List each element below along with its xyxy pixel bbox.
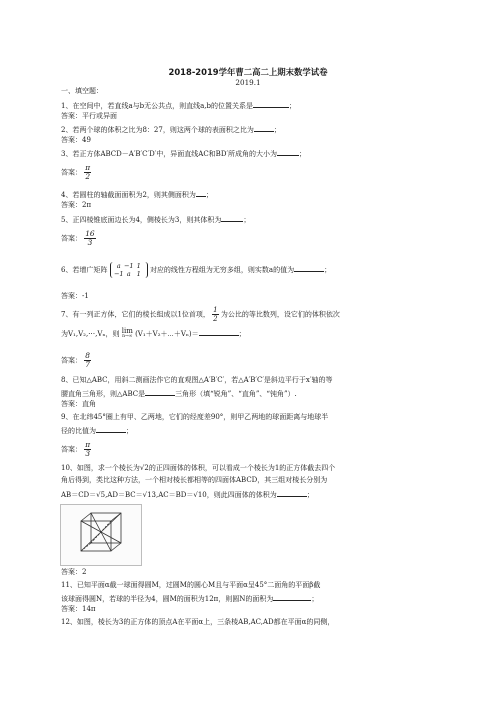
question-4: 4、若圆柱的轴截面面积为2，则其侧面积为 ； bbox=[61, 191, 213, 199]
answer-7: 答案： $\frac{8}{7}$ bbox=[61, 351, 90, 369]
cube-diagram bbox=[61, 505, 141, 565]
question-10-formula: AB＝CD＝√5,AD＝BC＝√13,AC＝BD＝√10，则此四面体的体积为 ； bbox=[61, 491, 314, 499]
answer-3: 答案： $\frac{\pi}{2}$ bbox=[61, 163, 91, 181]
answer-blank bbox=[277, 489, 307, 497]
answer-blank bbox=[145, 388, 175, 396]
answer-11: 答案：14π bbox=[61, 605, 96, 613]
answer-blank bbox=[196, 189, 206, 197]
question-6: 6、若增广矩阵 a −1 1 −1 a 1 对应的线性方程组为无穷多组，则实数a的值为 ； bbox=[61, 262, 332, 278]
question-9-cont: 径的比值为 ； bbox=[61, 427, 133, 435]
answer-blank bbox=[254, 124, 274, 132]
question-11: 11、已知平面α截一球面得圆M，过圆M的圆心M且与平面α呈45°二面角的平面β截 bbox=[61, 581, 321, 589]
question-7-cont: 为V₁,V₂,⋯,Vₙ，则 lim n→∞ (V₁＋V₂＋⋯＋Vₙ)＝ ； bbox=[61, 327, 246, 339]
question-2: 2、若两个球的体积之比为8：27，则这两个球的表面积之比为 ； bbox=[61, 126, 281, 134]
question-10-cont: 角后得到，类比这种方法，一个相对棱长都相等的四面体ABCD，其三组对棱长分别为 bbox=[61, 476, 328, 484]
answer-9: 答案： $\frac{\pi}{3}$ bbox=[61, 440, 91, 458]
fraction-pi-over-3: $\frac{\pi}{3}$ bbox=[85, 440, 91, 458]
question-1: 1、在空间中，若直线a与b无公共点，则直线a,b的位置关系是 ； bbox=[61, 102, 296, 110]
answer-2: 答案：49 bbox=[61, 136, 91, 144]
question-10: 10、如图，求一个棱长为√2的正四面体的体积，可以看成一个棱长为1的正方体截去四个 bbox=[61, 464, 336, 472]
answer-10: 答案：2 bbox=[61, 568, 87, 576]
fraction-1-over-2: $\frac{1}{2}$ bbox=[213, 306, 218, 323]
question-11-cont: 该球面得圆N，若球的半径为4，圆M的面积为12π，则圆N的面积为 ； bbox=[61, 595, 319, 603]
exam-date: 2019.1 bbox=[235, 78, 261, 87]
answer-blank bbox=[294, 264, 324, 272]
answer-1: 答案：平行或异面 bbox=[61, 112, 117, 120]
fraction-pi-over-2: $\frac{\pi}{2}$ bbox=[85, 163, 91, 181]
question-5: 5、正四棱锥底面边长为4，侧棱长为3，则其体积为 ； bbox=[61, 216, 251, 224]
question-8: 8、已知△ABC，用斜二测画法作它的直观图△A′B′C′，若△A′B′C′是斜边平行于x′轴的等 bbox=[61, 376, 333, 384]
limit-symbol: lim n→∞ bbox=[121, 327, 133, 339]
question-9: 9、在北纬45°圈上有甲、乙两地，它们的经度差90°，则甲乙两地的球面距离与地球半 bbox=[61, 413, 329, 421]
answer-blank bbox=[277, 148, 299, 156]
page-title: 2018-2019学年曹二高二上期末数学试卷 bbox=[168, 67, 328, 77]
answer-6: 答案：-1 bbox=[61, 292, 89, 300]
answer-blank bbox=[273, 593, 311, 601]
answer-blank bbox=[253, 100, 289, 108]
answer-8: 答案：直角 bbox=[61, 400, 96, 408]
answer-blank bbox=[199, 328, 239, 336]
answer-blank bbox=[96, 425, 126, 433]
answer-5: 答案： $\frac{16}{3}$ bbox=[61, 229, 95, 247]
question-8-cont: 腰直角三角形，则△ABC是 三角形（填“锐角”、“直角”、“钝角”）. bbox=[61, 390, 297, 398]
question-3: 3、若正方体ABCD－A′B′C′D′中，异面直线AC和BD′所成角的大小为 ； bbox=[61, 150, 307, 158]
question-7: 7、有一列正方体，它们的棱长组成以1位首项， $\frac{1}{2}$ 为公比的等比数列，设它们的体积依次 bbox=[61, 306, 340, 323]
answer-blank bbox=[221, 214, 243, 222]
answer-4: 答案：2π bbox=[61, 201, 92, 209]
section-title: 一、填空题： bbox=[61, 87, 103, 95]
question-12: 12、如图，棱长为3的正方体的顶点A在平面α上，三条棱AB,AC,AD都在平面α的同侧， bbox=[61, 618, 335, 626]
cube-figure bbox=[60, 504, 142, 566]
fraction-8-over-7: $\frac{8}{7}$ bbox=[85, 351, 90, 369]
augmented-matrix: a −1 1 −1 a 1 bbox=[110, 262, 148, 278]
fraction-16-over-3: $\frac{16}{3}$ bbox=[85, 229, 95, 247]
